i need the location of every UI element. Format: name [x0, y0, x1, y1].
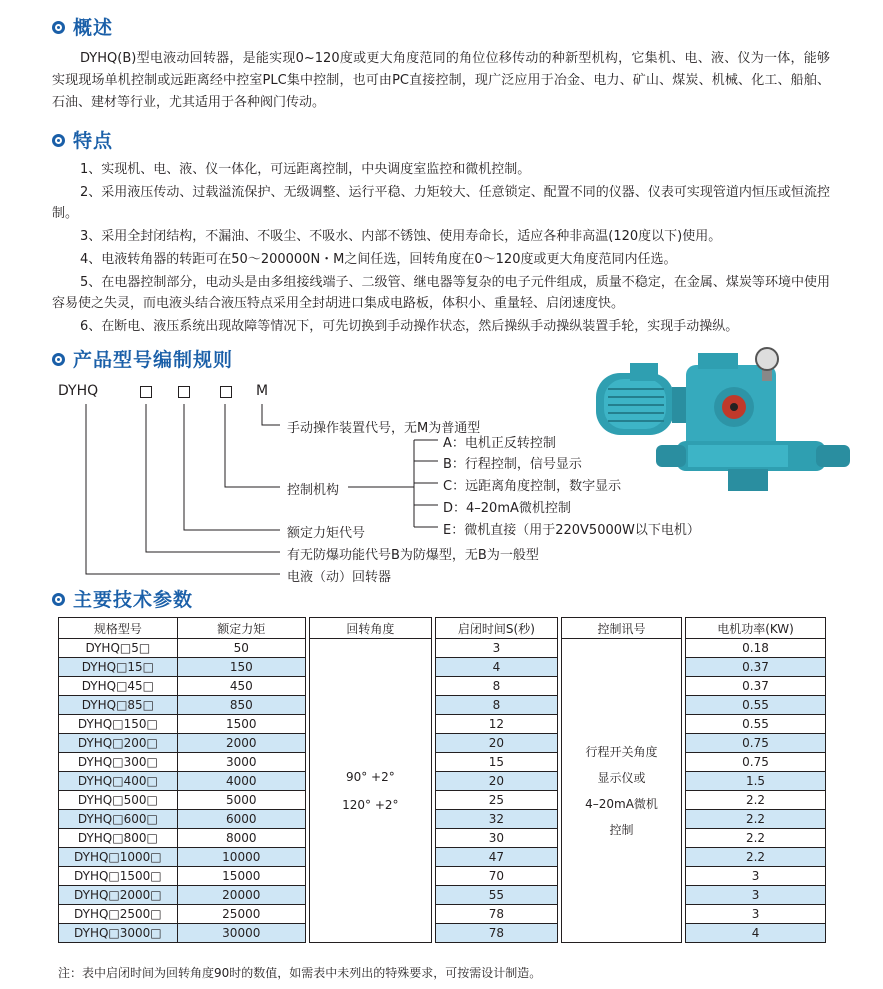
spec-table — [58, 617, 826, 943]
table-row — [59, 867, 826, 886]
cell-time: 25 — [435, 791, 557, 810]
cell-torque: 5000 — [177, 791, 305, 810]
cell-model: DYHQ□300□ — [59, 753, 178, 772]
cell-torque: 10000 — [177, 848, 305, 867]
cell-power: 2.2 — [686, 791, 826, 810]
angle-line: 120° +2° — [342, 797, 399, 812]
table-row — [59, 924, 826, 943]
header-angle: 回转角度 — [309, 618, 431, 639]
control-option: E：微机直接（用于220V5000W以下电机） — [443, 523, 700, 538]
section-title-model-rules: 产品型号编制规则 — [52, 345, 233, 372]
cell-power: 3 — [686, 867, 826, 886]
cell-time: 12 — [435, 715, 557, 734]
table-row — [59, 791, 826, 810]
cell-torque: 2000 — [177, 734, 305, 753]
cell-time: 20 — [435, 734, 557, 753]
cell-model: DYHQ□800□ — [59, 829, 178, 848]
table-row — [59, 715, 826, 734]
base-cylinder — [656, 441, 850, 491]
header-model: 规格型号 — [59, 618, 178, 639]
signal-line: 显示仪或 — [597, 770, 646, 785]
product-photo — [578, 345, 856, 505]
table-row — [59, 829, 826, 848]
cell-model: DYHQ□1000□ — [59, 848, 178, 867]
table-row — [59, 696, 826, 715]
cell-power: 0.37 — [686, 677, 826, 696]
cell-time: 78 — [435, 924, 557, 943]
cell-power: 0.75 — [686, 734, 826, 753]
table-row — [59, 734, 826, 753]
cell-time: 70 — [435, 867, 557, 886]
cell-time: 30 — [435, 829, 557, 848]
cell-time: 78 — [435, 905, 557, 924]
header-time: 启闭时间S(秒) — [435, 618, 557, 639]
table-row — [59, 639, 826, 658]
spec-header-row — [59, 618, 826, 639]
cell-model: DYHQ□3000□ — [59, 924, 178, 943]
cell-torque: 450 — [177, 677, 305, 696]
angle-line: 90° +2° — [345, 769, 395, 784]
control-option: A：电机正反转控制 — [443, 436, 556, 451]
control-option: C：远距离角度控制，数字显示 — [443, 479, 622, 494]
cell-power: 3 — [686, 886, 826, 905]
feature-item: 3、采用全封闭结构，不漏油、不吸尘、不吸水、内部不锈蚀、使用寿命长，适应各种非高温(120度以下)使用。 — [80, 229, 722, 244]
feature-item: 6、在断电、液压系统出现故障等情况下，可先切换到手动操作状态，然后操纵手动操纵装置手轮，实现手动操纵。 — [80, 319, 739, 334]
cell-torque: 30000 — [177, 924, 305, 943]
circle-bullet-icon — [52, 593, 65, 606]
cell-torque: 4000 — [177, 772, 305, 791]
cell-angle — [309, 639, 431, 943]
header-torque: 额定力矩 — [177, 618, 305, 639]
cell-time: 32 — [435, 810, 557, 829]
overview-text: DYHQ(B)型电液动回转器，是能实现0~120度或更大角度范同的角位位移传动的种新型机构，它集机、电、液、仪为一体，能够实现现场单机控制或远距离经中控室PLC集中控制，也可由PC直接控制，现广泛应用于冶金、电力、矿山、煤炭、机械、化工、船舶、石油、建材等行业，尤其适用于各种阀门传动。 — [52, 51, 830, 110]
cell-model: DYHQ□85□ — [59, 696, 178, 715]
section-title-features: 特点 — [52, 126, 113, 153]
model-suffix: M — [256, 383, 269, 399]
cell-torque: 3000 — [177, 753, 305, 772]
feature-item: 1、实现机、电、液、仪一体化，可远距离控制，中央调度室监控和微机控制。 — [80, 162, 531, 177]
cell-torque: 25000 — [177, 905, 305, 924]
cell-time: 55 — [435, 886, 557, 905]
cell-model: DYHQ□15□ — [59, 658, 178, 677]
model-prefix: DYHQ — [58, 383, 99, 399]
feature-item: 4、电液转角器的转距可在50～200000N・M之间任选，回转角度在0～120度或更大角度范同内任选。 — [80, 252, 677, 267]
cell-power: 0.55 — [686, 696, 826, 715]
table-row — [59, 772, 826, 791]
table-row — [59, 810, 826, 829]
cell-time: 20 — [435, 772, 557, 791]
cell-power: 0.55 — [686, 715, 826, 734]
control-option: B：行程控制，信号显示 — [443, 457, 582, 472]
control-option: D：4–20mA微机控制 — [443, 501, 571, 516]
cell-power: 0.37 — [686, 658, 826, 677]
cell-time: 4 — [435, 658, 557, 677]
cell-time: 47 — [435, 848, 557, 867]
cell-torque: 150 — [177, 658, 305, 677]
explosion-code-label: 有无防爆功能代号B为防爆型，无B为一般型 — [287, 548, 539, 563]
cell-torque: 850 — [177, 696, 305, 715]
control-mechanism-label: 控制机构 — [287, 483, 340, 498]
cell-model: DYHQ□5□ — [59, 639, 178, 658]
product-name-label: 电液（动）回转器 — [287, 570, 392, 585]
feature-item: 5、在电器控制部分，电动头是由多组接线端子、二级管、继电器等复杂的电子元件组成，质量不稳定，在金属、煤炭等环境中使用容易使之失灵，而电液头结合液压特点采用全封胡进口集成电路板，体积小、重量轻、启闭速度快。 — [52, 275, 830, 311]
table-row — [59, 886, 826, 905]
cell-signal — [561, 639, 681, 943]
table-row — [59, 677, 826, 696]
signal-line: 行程开关角度 — [585, 744, 658, 759]
table-row — [59, 658, 826, 677]
cell-power: 1.5 — [686, 772, 826, 791]
cell-time: 15 — [435, 753, 557, 772]
section-title-specs: 主要技术参数 — [52, 585, 193, 612]
cell-torque: 1500 — [177, 715, 305, 734]
cell-torque: 15000 — [177, 867, 305, 886]
table-row — [59, 905, 826, 924]
header-power: 电机功率(KW) — [686, 618, 826, 639]
cell-power: 2.2 — [686, 848, 826, 867]
cell-power: 0.75 — [686, 753, 826, 772]
cell-power: 4 — [686, 924, 826, 943]
cell-model: DYHQ□1500□ — [59, 867, 178, 886]
cell-torque: 20000 — [177, 886, 305, 905]
cell-time: 8 — [435, 696, 557, 715]
cell-model: DYHQ□2500□ — [59, 905, 178, 924]
table-row — [59, 848, 826, 867]
table-row — [59, 753, 826, 772]
header-signal: 控制讯号 — [561, 618, 681, 639]
torque-code-label: 额定力矩代号 — [287, 526, 366, 541]
table-footnote: 注：表中启闭时间为回转角度90时的数值，如需表中未列出的特殊要求，可按需设计制造。 — [58, 966, 542, 980]
cell-power: 0.18 — [686, 639, 826, 658]
feature-item: 2、采用液压传动、过载溢流保护、无级调整、运行平稳、力矩较大、任意锁定、配置不同的仪器、仪表可实现管道内恒压或恒流控制。 — [52, 185, 830, 221]
cell-model: DYHQ□150□ — [59, 715, 178, 734]
cell-model: DYHQ□2000□ — [59, 886, 178, 905]
signal-line: 控制 — [609, 822, 634, 837]
cell-model: DYHQ□200□ — [59, 734, 178, 753]
cell-torque: 50 — [177, 639, 305, 658]
motor — [596, 363, 688, 435]
cell-model: DYHQ□45□ — [59, 677, 178, 696]
cell-time: 3 — [435, 639, 557, 658]
cell-model: DYHQ□600□ — [59, 810, 178, 829]
cell-model: DYHQ□500□ — [59, 791, 178, 810]
cell-power: 2.2 — [686, 810, 826, 829]
manual-code-label: 手动操作装置代号，无M为普通型 — [287, 421, 481, 436]
cell-power: 3 — [686, 905, 826, 924]
spec-table-body — [59, 639, 826, 943]
cell-torque: 8000 — [177, 829, 305, 848]
signal-line: 4–20mA微机 — [585, 796, 658, 811]
section-title-overview: 概述 — [52, 13, 113, 40]
cell-time: 8 — [435, 677, 557, 696]
cell-torque: 6000 — [177, 810, 305, 829]
cell-model: DYHQ□400□ — [59, 772, 178, 791]
cell-power: 2.2 — [686, 829, 826, 848]
